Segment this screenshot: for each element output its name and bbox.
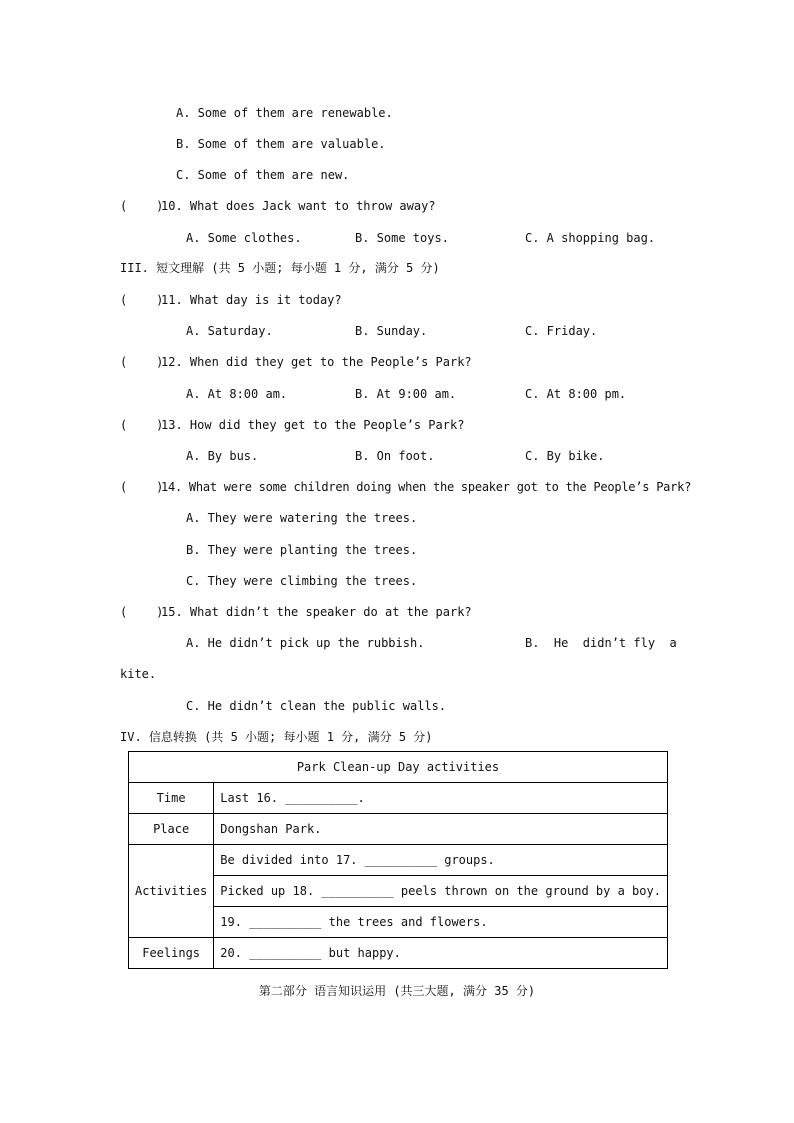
section-3-heading: III. 短文理解 (共 5 小题; 每小题 1 分, 满分 5 分) [120, 261, 440, 275]
q13-answer-bracket[interactable]: ( ) [120, 418, 164, 432]
activities-label: Activities [129, 845, 214, 938]
feelings-label: Feelings [129, 938, 214, 969]
q15-stem: 15. What didn’t the speaker do at the park? [161, 605, 472, 619]
q10-answer-bracket[interactable]: ( ) [120, 199, 164, 213]
q9-option-b: B. Some of them are valuable. [176, 137, 386, 151]
part-2-heading: 第二部分 语言知识运用 (共三大题, 满分 35 分) [258, 984, 536, 998]
q14-option-b: B. They were planting the trees. [186, 543, 418, 557]
q15-option-c: C. He didn’t clean the public walls. [186, 699, 447, 713]
time-value-blank-16[interactable]: Last 16. __________. [214, 783, 668, 814]
q15-option-b-continued: kite. [120, 667, 157, 681]
q9-option-c: C. Some of them are new. [176, 168, 350, 182]
q15-answer-bracket[interactable]: ( ) [120, 605, 164, 619]
feelings-blank-20[interactable]: 20. __________ but happy. [214, 938, 668, 969]
q12-stem: 12. When did they get to the People’s Park? [161, 355, 472, 369]
q12-option-c: C. At 8:00 pm. [525, 387, 627, 401]
table-title-row [129, 752, 668, 783]
place-value: Dongshan Park. [214, 814, 668, 845]
q11-option-c: C. Friday. [525, 324, 598, 338]
q11-stem: 11. What day is it today? [161, 293, 342, 307]
q12-option-a: A. At 8:00 am. [186, 387, 288, 401]
activity-blank-18[interactable]: Picked up 18. __________ peels thrown on the ground by a boy. [214, 876, 668, 907]
q11-answer-bracket[interactable]: ( ) [120, 293, 164, 307]
table-row [129, 783, 668, 814]
info-transfer-table [128, 751, 668, 969]
table-title: Park Clean-up Day activities [129, 752, 668, 783]
table-row [129, 814, 668, 845]
q15-option-b: B. He didn’t fly a [525, 636, 677, 650]
table-row [129, 845, 668, 876]
q14-option-c: C. They were climbing the trees. [186, 574, 418, 588]
q13-stem: 13. How did they get to the People’s Park? [161, 418, 465, 432]
q13-option-a: A. By bus. [186, 449, 259, 463]
q9-option-a: A. Some of them are renewable. [176, 106, 393, 120]
q13-option-c: C. By bike. [525, 449, 605, 463]
q14-option-a: A. They were watering the trees. [186, 511, 418, 525]
q13-option-b: B. On foot. [355, 449, 435, 463]
q14-answer-bracket[interactable]: ( ) [120, 480, 164, 494]
q10-stem: 10. What does Jack want to throw away? [161, 199, 436, 213]
activity-blank-19[interactable]: 19. __________ the trees and flowers. [214, 907, 668, 938]
time-label: Time [129, 783, 214, 814]
q10-option-a: A. Some clothes. [186, 231, 302, 245]
q15-option-a: A. He didn’t pick up the rubbish. [186, 636, 425, 650]
place-label: Place [129, 814, 214, 845]
q10-option-c: C. A shopping bag. [525, 231, 656, 245]
table-row [129, 938, 668, 969]
q11-option-a: A. Saturday. [186, 324, 273, 338]
q12-option-b: B. At 9:00 am. [355, 387, 457, 401]
activity-blank-17[interactable]: Be divided into 17. __________ groups. [214, 845, 668, 876]
q12-answer-bracket[interactable]: ( ) [120, 355, 164, 369]
q14-stem: 14. What were some children doing when the speaker got to the People’s Park? [161, 480, 692, 494]
q11-option-b: B. Sunday. [355, 324, 428, 338]
section-4-heading: IV. 信息转换 (共 5 小题; 每小题 1 分, 满分 5 分) [120, 730, 433, 744]
q10-option-b: B. Some toys. [355, 231, 449, 245]
